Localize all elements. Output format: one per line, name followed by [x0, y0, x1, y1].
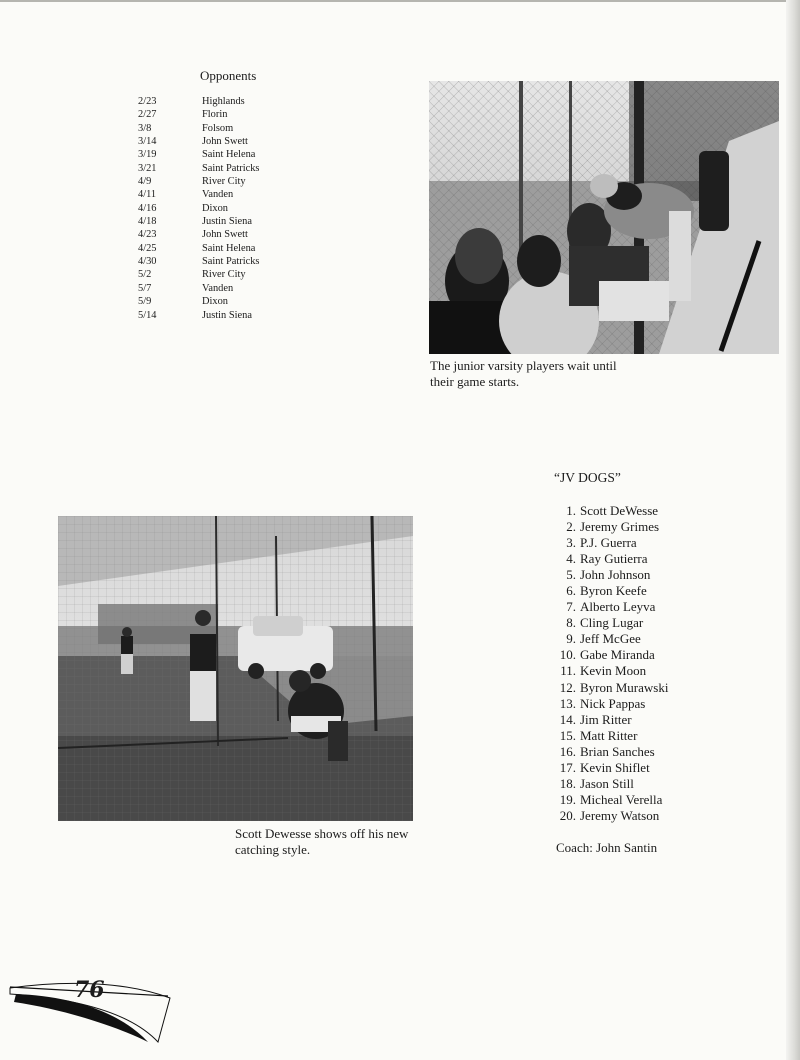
- opponent-row: [138, 108, 259, 121]
- opponent-row: [138, 255, 259, 268]
- opponent-team: Saint Helena: [202, 149, 256, 161]
- opponent-row: [138, 228, 259, 241]
- player-number: 16.: [559, 743, 576, 759]
- roster-row: [556, 808, 668, 824]
- game-date: 5/7: [138, 282, 152, 294]
- page-binding-edge: [786, 0, 800, 1060]
- player-name: Brian Sanches: [580, 743, 655, 759]
- game-date: 5/14: [138, 309, 157, 321]
- game-date: 3/8: [138, 122, 152, 134]
- game-date: 4/9: [138, 176, 152, 188]
- player-number: 7.: [566, 599, 576, 615]
- player-number: 3.: [566, 535, 576, 551]
- player-name: Alberto Leyva: [580, 599, 656, 615]
- player-name: Matt Ritter: [580, 727, 638, 743]
- game-date: 4/23: [138, 229, 157, 241]
- player-number: 1.: [566, 503, 576, 518]
- opponent-row: [138, 122, 259, 135]
- player-number: 9.: [566, 631, 576, 647]
- opponent-team: River City: [202, 176, 246, 188]
- player-name: Micheal Verella: [580, 791, 663, 807]
- roster-row: [556, 599, 668, 615]
- opponent-team: Folsom: [202, 122, 234, 134]
- opponent-row: [138, 309, 259, 322]
- roster-row: [556, 663, 668, 679]
- opponent-row: [138, 268, 259, 281]
- game-date: 4/16: [138, 202, 157, 214]
- player-number: 8.: [566, 615, 576, 631]
- player-name: Nick Pappas: [580, 695, 646, 711]
- opponent-row: [138, 135, 259, 148]
- dugout-photo: [429, 81, 779, 354]
- player-number: 6.: [566, 583, 576, 599]
- player-name: Ray Gutierra: [580, 551, 648, 567]
- opponent-team: Saint Patricks: [202, 256, 260, 268]
- player-name: Jeremy Grimes: [580, 519, 660, 535]
- player-name: Jim Ritter: [580, 711, 632, 727]
- game-date: 4/18: [138, 216, 157, 228]
- roster-row: [556, 712, 668, 728]
- opponent-team: Saint Patricks: [202, 162, 260, 174]
- player-number: 10.: [559, 647, 576, 663]
- player-number: 11.: [560, 663, 576, 679]
- game-date: 4/11: [138, 189, 157, 201]
- player-number: 19.: [559, 791, 576, 807]
- game-date: 2/27: [138, 109, 157, 121]
- dugout-photo-caption: The junior varsity players wait until their game starts.: [430, 358, 617, 389]
- batting-cage-photo-caption: Scott Dewesse shows off his new catching style.: [235, 826, 409, 857]
- opponent-team: Vanden: [202, 189, 234, 201]
- opponent-team: Dixon: [202, 296, 228, 308]
- game-date: 3/21: [138, 162, 157, 174]
- roster-list: [556, 503, 668, 824]
- player-name: Kevin Moon: [580, 663, 647, 679]
- opponent-row: [138, 148, 259, 161]
- game-date: 2/23: [138, 96, 157, 107]
- player-name: Jeff McGee: [580, 631, 641, 647]
- opponent-team: Saint Helena: [202, 242, 256, 254]
- roster-row: [556, 567, 668, 583]
- player-name: Scott DeWesse: [580, 503, 659, 518]
- game-date: 5/9: [138, 296, 152, 308]
- roster-row: [556, 696, 668, 712]
- roster-row: [556, 551, 668, 567]
- player-number: 13.: [559, 695, 576, 711]
- player-name: John Johnson: [580, 567, 651, 583]
- page-number: 76: [74, 977, 105, 1003]
- opponent-row: [138, 242, 259, 255]
- opponent-team: Vanden: [202, 282, 234, 294]
- opponent-team: John Swett: [202, 136, 248, 148]
- player-number: 5.: [566, 567, 576, 583]
- opponent-row: [138, 175, 259, 188]
- player-number: 12.: [559, 679, 576, 695]
- opponent-team: River City: [202, 269, 246, 281]
- player-number: 20.: [559, 807, 576, 823]
- opponent-team: John Swett: [202, 229, 248, 241]
- player-name: Byron Keefe: [580, 583, 647, 599]
- opponent-row: [138, 162, 259, 175]
- player-number: 18.: [559, 775, 576, 791]
- roster-row: [556, 680, 668, 696]
- player-name: Jason Still: [580, 775, 634, 791]
- opponent-team: Florin: [202, 109, 228, 121]
- opponent-row: [138, 188, 259, 201]
- coach-name: Coach: John Santin: [556, 840, 658, 855]
- batting-cage-photo: [58, 516, 413, 821]
- player-number: 15.: [559, 727, 576, 743]
- opponent-team: Justin Siena: [202, 216, 252, 228]
- player-name: Jeremy Watson: [580, 807, 660, 823]
- roster-row: [556, 792, 668, 808]
- player-number: 17.: [559, 759, 576, 775]
- opponents-list: [138, 95, 259, 322]
- roster-row: [556, 728, 668, 744]
- player-name: Gabe Miranda: [580, 647, 655, 663]
- roster-row: [556, 631, 668, 647]
- player-number: 14.: [559, 711, 576, 727]
- game-date: 3/14: [138, 136, 157, 148]
- game-date: 5/2: [138, 269, 152, 281]
- roster-row: [556, 535, 668, 551]
- roster-row: [556, 776, 668, 792]
- game-date: 4/30: [138, 256, 157, 268]
- roster-row: [556, 647, 668, 663]
- player-number: 4.: [566, 551, 576, 567]
- game-date: 3/19: [138, 149, 157, 161]
- opponent-team: Dixon: [202, 202, 228, 214]
- game-date: 4/25: [138, 242, 157, 254]
- player-name: Byron Murawski: [580, 679, 669, 695]
- roster-row: [556, 615, 668, 631]
- opponent-row: [138, 282, 259, 295]
- player-name: P.J. Guerra: [580, 535, 637, 551]
- opponent-row: [138, 202, 259, 215]
- roster-row: [556, 503, 668, 519]
- opponent-team: Highlands: [202, 96, 245, 107]
- opponent-row: [138, 295, 259, 308]
- roster-row: [556, 760, 668, 776]
- roster-row: [556, 583, 668, 599]
- player-name: Kevin Shiflet: [580, 759, 650, 775]
- player-number: 2.: [566, 519, 576, 535]
- opponent-row: [138, 215, 259, 228]
- player-name: Cling Lugar: [580, 615, 644, 631]
- roster-title: “JV DOGS”: [554, 470, 621, 485]
- opponent-row: [138, 95, 259, 108]
- opponent-team: Justin Siena: [202, 309, 252, 321]
- roster-row: [556, 744, 668, 760]
- roster-row: [556, 519, 668, 535]
- page-top-edge: [0, 0, 800, 2]
- opponents-title: Opponents: [200, 68, 257, 83]
